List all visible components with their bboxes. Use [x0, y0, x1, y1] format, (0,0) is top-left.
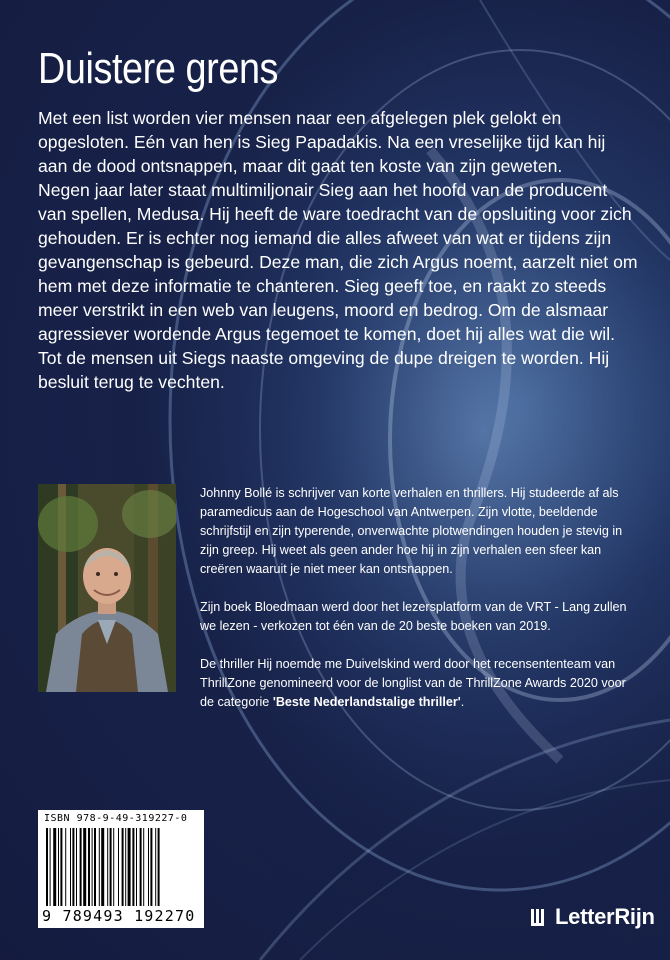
isbn-barcode	[38, 810, 204, 928]
barcode-digits: 9 789493 192270	[42, 907, 196, 925]
book-title: Duistere grens	[38, 44, 279, 93]
bio-paragraph-2: Zijn boek Bloedmaan werd door het lezersplatform van de VRT - Lang zullen we lezen - verkozen tot één van de 20 beste boeken van 2019.	[200, 600, 627, 633]
publisher-logo	[530, 905, 655, 929]
barcode-bars	[44, 828, 198, 908]
bio-paragraph-3	[200, 655, 640, 712]
bio-award-category: 'Beste Nederlandstalige thriller'	[272, 695, 461, 709]
author-bio	[200, 484, 640, 712]
bio-paragraph-3-end: .	[460, 695, 465, 709]
publisher-name: LetterRijn	[555, 904, 655, 929]
back-cover-blurb	[38, 106, 638, 394]
blurb-paragraph-2: Negen jaar later staat multimiljonair Sieg aan het hoofd van de producent van spellen, Medusa. Hij heeft de ware toedracht van de opsluiting voor zich gehouden. Er is echter nog iemand die alles afweet van wat er tijdens zijn gevangenschap is gebeurd. Deze man, die zich Argus noemt, aarzelt niet om hem met deze informatie te chanteren. Sieg geeft toe, en raakt zo steeds meer verstrikt in een web van leugens, moord en bedrog. Om de alsmaar agressiever wordende Argus tegemoet te komen, doet hij alles wat die wil. Tot de mensen uit Siegs naaste omgeving de dupe dreigen te worden. Hij besluit terug te vechten.	[38, 180, 638, 392]
author-photo	[38, 484, 176, 692]
publisher-bars-icon	[530, 906, 552, 928]
bio-paragraph-1: Johnny Bollé is schrijver van korte verhalen en thrillers. Hij studeerde af als paramedicus aan de Hogeschool van Antwerpen. Zijn vlotte, beeldende schrijfstijl en zijn typerende, onverwachte plotwendingen houden je stevig in zijn greep. Hij weet als geen ander hoe hij in zijn verhalen een sfeer kan creëren waaruit je niet meer kan ontsnappen.	[200, 486, 623, 576]
bio-paragraph-3-text: De thriller Hij noemde me Duivelskind werd door het recensententeam van ThrillZone genomineerd voor de longlist van de ThrillZone Awards 2020 voor de categorie	[200, 657, 626, 709]
blurb-paragraph-1: Met een list worden vier mensen naar een afgelegen plek gelokt en opgesloten. Eén van hen is Sieg Papadakis. Na een vreselijke tijd kan hij aan de dood ontsnappen, maar dit gaat ten koste van zijn geweten.	[38, 108, 606, 176]
isbn-label: ISBN 978-9-49-319227-0	[44, 813, 188, 824]
